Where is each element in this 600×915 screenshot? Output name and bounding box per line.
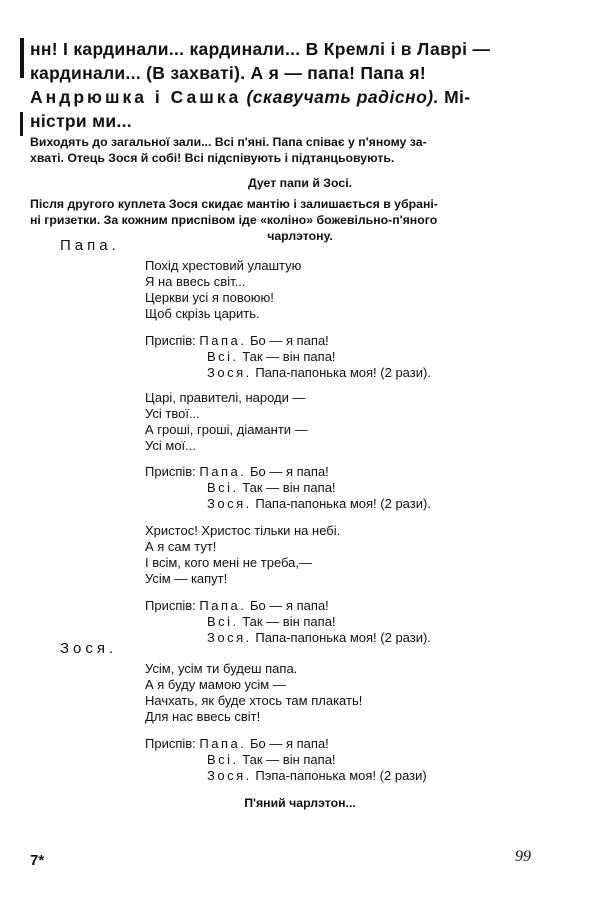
refrain-label: Приспів:	[145, 736, 196, 751]
refrain-speaker: Всі.	[207, 480, 239, 495]
stage-direction: чарлэтону.	[267, 229, 333, 243]
verse-line: Церкви усі я повоюю!	[145, 290, 274, 305]
refrain-speaker: Папа.	[199, 598, 247, 613]
refrain-label: Приспів:	[145, 598, 196, 613]
refrain-text: Папа-папонька моя! (2 рази).	[255, 630, 431, 645]
verse-line: Я на ввесь світ...	[145, 274, 246, 289]
refrain-zosia	[207, 768, 427, 783]
refrain-speaker: Зося.	[207, 768, 252, 783]
refrain-papa	[145, 464, 329, 479]
margin-bar	[20, 38, 24, 78]
page-number: 99	[515, 848, 531, 865]
refrain-text: Бо — я папа!	[250, 333, 329, 348]
verse-line: Усі твої...	[145, 406, 200, 421]
closing-direction: П'яний чарлэтон...	[244, 796, 356, 810]
verse-line: Усі мої...	[145, 438, 197, 453]
dialogue-line: ністри ми...	[30, 111, 132, 131]
refrain-papa	[145, 598, 329, 613]
refrain-papa	[145, 333, 329, 348]
refrain-speaker: Папа.	[199, 736, 247, 751]
dialogue-line: кардинали... (В захваті). А я — папа! Папа я!	[30, 63, 426, 83]
refrain-label: Приспів:	[145, 464, 196, 479]
stage-remark: (скавучать радісно).	[246, 87, 439, 107]
refrain-papa	[145, 736, 329, 751]
refrain-speaker: Зося.	[207, 365, 252, 380]
refrain-text: Папа-папонька моя! (2 рази).	[255, 496, 431, 511]
refrain-speaker: Папа.	[199, 333, 247, 348]
refrain-speaker: Папа.	[199, 464, 247, 479]
refrain-all	[207, 349, 336, 364]
refrain-all	[207, 614, 336, 629]
refrain-all	[207, 752, 336, 767]
speaker-papa: Папа.	[60, 237, 120, 254]
refrain-speaker: Всі.	[207, 614, 239, 629]
verse-line: Христос! Христос тільки на небі.	[145, 523, 341, 538]
refrain-speaker: Зося.	[207, 630, 252, 645]
refrain-text: Бо — я папа!	[250, 736, 329, 751]
refrain-label: Приспів:	[145, 333, 196, 348]
refrain-text: Папа-папонька моя! (2 рази).	[255, 365, 431, 380]
refrain-text: Так — він папа!	[242, 614, 336, 629]
verse-line: А гроші, гроші, діаманти —	[145, 422, 308, 437]
stage-direction: хваті. Отець Зося й собі! Всі підспівують і підтанцьовують.	[30, 151, 395, 165]
speaker-zosia: Зося.	[60, 640, 118, 657]
dialogue-line	[30, 87, 470, 108]
refrain-text: Так — він папа!	[242, 349, 336, 364]
refrain-text: Пэпа-папонька моя! (2 рази)	[255, 768, 427, 783]
refrain-text: Бо — я папа!	[250, 464, 329, 479]
margin-mark	[20, 112, 23, 126]
margin-mark	[20, 126, 23, 136]
verse-line: Щоб скрізь царить.	[145, 306, 260, 321]
refrain-zosia	[207, 496, 431, 511]
verse-line: Начхать, як буде хтось там плакать!	[145, 693, 363, 708]
refrain-all	[207, 480, 336, 495]
stage-direction: Виходять до загальної зали... Всі п'яні. Папа співає у п'яному за-	[30, 135, 427, 149]
refrain-text: Так — він папа!	[242, 752, 336, 767]
verse-line: А я буду мамою усім —	[145, 677, 286, 692]
section-title: Дует папи й Зосі.	[247, 176, 353, 190]
refrain-zosia	[207, 365, 431, 380]
refrain-speaker: Всі.	[207, 349, 239, 364]
verse-line: Похід хрестовий улаштую	[145, 258, 302, 273]
verse-line: Царі, правителі, народи —	[145, 390, 306, 405]
refrain-speaker: Зося.	[207, 496, 252, 511]
stage-direction: ні гризетки. За кожним приспівом іде «коліно» божевільно-п'яного	[30, 213, 438, 227]
stage-direction: Після другого куплета Зося скидає мантію і залишається в убрані-	[30, 197, 438, 211]
dialogue-line: нн! І кардинали... кардинали... В Кремлі і в Лаврі —	[30, 39, 491, 59]
verse-line: Усім — капут!	[145, 571, 228, 586]
verse-line: Для нас ввесь світ!	[145, 709, 261, 724]
verse-line: Усім, усім ти будеш папа.	[145, 661, 298, 676]
refrain-zosia	[207, 630, 431, 645]
refrain-text: Бо — я папа!	[250, 598, 329, 613]
verse-line: І всім, кого мені не треба,—	[145, 555, 313, 570]
hyphenated-word: Мі-	[444, 87, 471, 107]
refrain-speaker: Всі.	[207, 752, 239, 767]
refrain-text: Так — він папа!	[242, 480, 336, 495]
signature-mark: 7*	[30, 852, 45, 869]
speaker-names: Андрюшка і Сашка	[30, 87, 242, 107]
verse-line: А я сам тут!	[145, 539, 217, 554]
